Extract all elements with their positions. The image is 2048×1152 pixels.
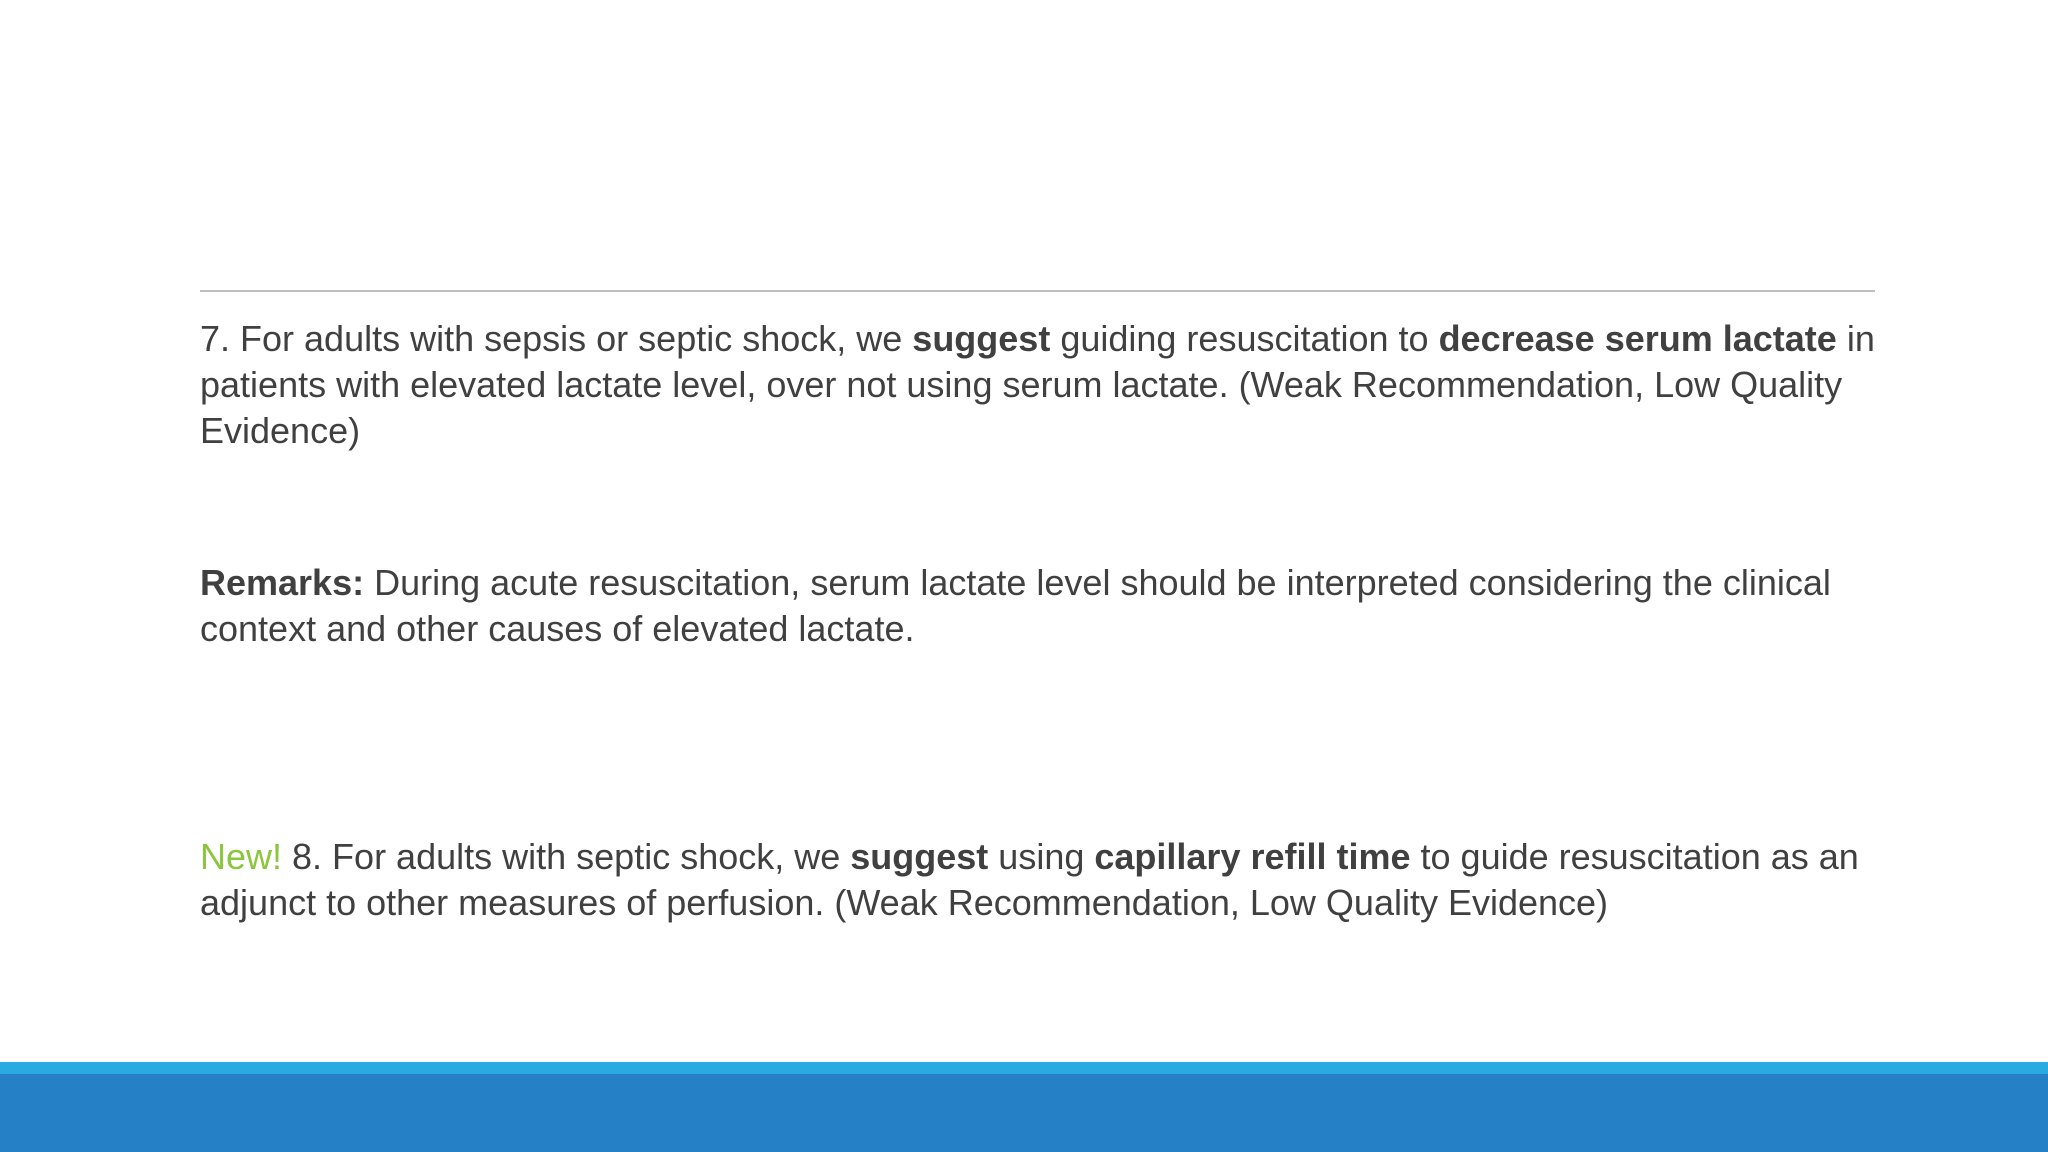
rec7-bold-decrease-lactate: decrease serum lactate xyxy=(1438,318,1837,359)
rec8-bold-capillary-refill: capillary refill time xyxy=(1094,836,1411,877)
remarks-text: During acute resuscitation, serum lactate level should be interpreted considering the clinical context and other causes of elevated lactate. xyxy=(200,562,1831,649)
footer-stripe xyxy=(0,1062,2048,1074)
recommendation-7 xyxy=(200,316,1880,454)
recommendation-8 xyxy=(200,834,1880,926)
title-divider xyxy=(200,290,1875,292)
rec7-text-1: 7. For adults with sepsis or septic shock, we xyxy=(200,318,913,359)
remarks xyxy=(200,560,1880,652)
footer-bar xyxy=(0,1074,2048,1152)
rec8-text-1: 8. For adults with septic shock, we xyxy=(282,836,851,877)
new-tag: New! xyxy=(200,836,283,877)
rec8-bold-suggest: suggest xyxy=(850,836,989,877)
rec7-text-3: in patients with elevated lactate level, over not using serum lactate. (Weak Recommendation, Low Quality Evidence) xyxy=(200,318,1875,451)
rec7-text-2: guiding resuscitation to xyxy=(1050,318,1439,359)
rec7-bold-suggest: suggest xyxy=(912,318,1051,359)
rec8-text-2: using xyxy=(988,836,1095,877)
remarks-label: Remarks: xyxy=(200,562,365,603)
rec8-text-3: to guide resuscitation as an adjunct to other measures of perfusion. (Weak Recommendation, Low Quality Evidence) xyxy=(200,836,1859,923)
